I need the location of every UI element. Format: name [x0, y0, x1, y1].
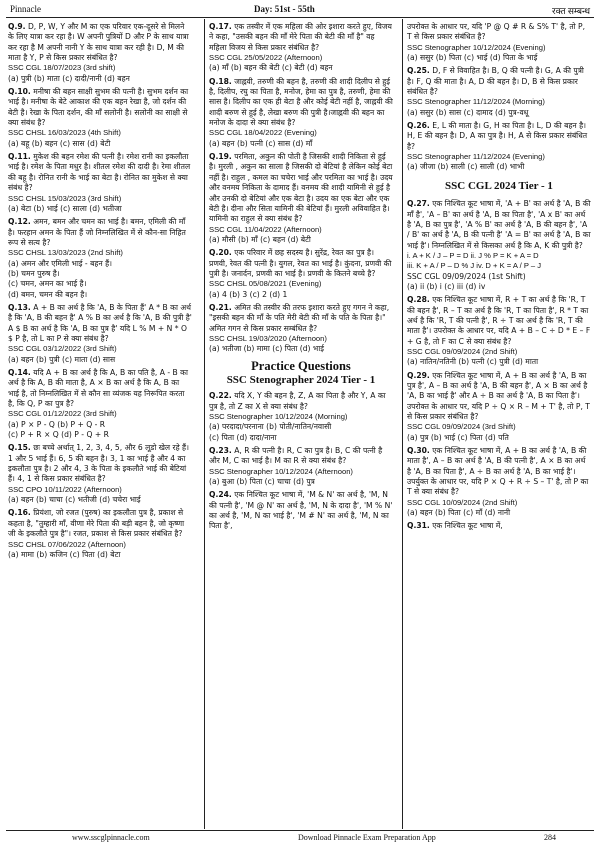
- column-divider-2: [402, 19, 403, 829]
- question-body: प्रियंशा, जो रजत (पुरुष) का इकलौता पुत्र है, प्रकाश से कहता है, "तुम्हारी माँ, वीणा मेरे पिता की बड़ी बहन है, जो कृष्णा जी के इकलौते पुत्र है"। रजत, प्रकाश से किस प्रकार संबंधित है?: [8, 508, 185, 539]
- cgl-section-heading: SSC CGL 2024 Tier - 1: [445, 179, 553, 192]
- answer-options: (a) परदादा/परनाना (b) पोती/नातिन/नवासी (c) पिता (d) दादा/नाना: [209, 422, 332, 442]
- question-number: Q.15.: [8, 443, 31, 453]
- question-text: [209, 248, 393, 279]
- question-source: SSC Stenographer 11/12/2024 (Evening): [407, 152, 545, 162]
- question-source: SSC CGL 10/09/2024 (2nd Shift): [407, 497, 518, 507]
- column-3: [407, 22, 591, 535]
- header-brand: Pinnacle: [10, 4, 41, 14]
- question-block: [209, 391, 393, 443]
- column-divider-1: [204, 19, 205, 829]
- question-number: Q.19.: [209, 152, 232, 162]
- question-body: D, F से विवाहित है। B, Q की पत्नी है। G, A की पुत्री है। F, Q की माता है। A, D की बहन है। D, B से किस प्रकार संबंधित है?: [407, 66, 584, 97]
- question-text: [209, 22, 393, 53]
- question-block: [407, 121, 591, 173]
- header-topic: रक्त सम्बन्ध: [551, 6, 590, 16]
- question-number: Q.30.: [407, 446, 430, 456]
- answer-options: (a) भतीजा (b) मामा (c) पिता (d) भाई: [209, 344, 324, 354]
- question-body: मनीषा की बहन साक्षी सुभम की पत्नी है। सुभम दर्शन का भाई है। मनीषा के बेटे आकाश की एक बहन रेखा है, जो दर्शन की बेटी है। रेखा के पिता दर्शन, की माँ सलोनी है। सलोनी का साक्षी से क्या संबंध है?: [8, 87, 189, 128]
- page-header: [6, 4, 594, 18]
- question-source: SSC CGL 11/04/2022 (Afternoon): [209, 224, 322, 234]
- question-source: SSC CHSL 19/03/2020 (Afternoon): [209, 333, 327, 343]
- answer-options: (a) पुत्र (b) भाई (c) पिता (d) पति: [407, 432, 509, 442]
- question-block: [209, 446, 393, 487]
- answer-options: (a) माँ (b) बहन की बेटी (c) बेटी (d) बहन: [209, 63, 333, 73]
- question-body: एक निश्चित कूट भाषा में,: [432, 521, 503, 531]
- question-text: [407, 66, 591, 97]
- question-body: D, P, W, Y और M का एक परिवार एक-दूसरे से मिलने के लिए यात्रा कर रहा है। W अपनी पुत्रियों D और P के साथ यात्रा कर रहा है M अपनी नानी Y के साथ यात्रा कर रही है। D, M की माता है Y, P से किस प्रकार संबंधित है?: [8, 22, 189, 63]
- page-footer: [6, 833, 594, 845]
- question-source: i. A + K / J – P = D ii. J % P = K + A = D iii. K + A / P – D % J iv. D + K = A / P – J: [407, 250, 542, 271]
- column-2: [209, 22, 393, 535]
- question-block: [209, 490, 393, 531]
- question-text: [407, 446, 591, 498]
- question-block: [8, 22, 192, 84]
- question-text: [8, 508, 192, 539]
- answer-options: (a) बहन (b) पिता (c) माँ (d) नानी: [407, 508, 511, 518]
- question-block: [407, 371, 591, 443]
- question-body: परमिता, अकुन की पोती है जिसकी शादी निकिता से हुई है। मुरली , अकुन का साला है जिसकी दो बेटियां है लेकिन कोई बेटा नहीं है। राहुल , कमल का चचेरा भाई और परमिता का भाई है। उदय और वनमय निकिता के दामाद हैं। वनमय की शादी यामिनी से हुई है और उनकी दो बेटियां और एक बेटा है। उदय का एक बेटा और एक बेटी है। दीना और सिता यामिनी की बेटियां हैं। मुरली अविवाहित है। यामिनी का राहुल से क्या संबंध है?: [209, 152, 393, 224]
- footer-app-text: Download Pinnacle Exam Preparation App: [298, 833, 436, 842]
- answer-options: (a) ससुर (b) पिता (c) भाई (d) पिता के भाई: [407, 53, 538, 63]
- question-block: [407, 295, 591, 367]
- question-number: Q.10.: [8, 87, 31, 97]
- question-text: [209, 391, 393, 412]
- question-text: [407, 295, 591, 347]
- question-body: एक निश्चित कूट भाषा में, A + B का अर्थ है 'A, B का पुत्र है', A – B का अर्थ है 'A, B की बहन है', A × B का अर्थ है 'A, B का भाई है' और A ÷ B का अर्थ है 'A, B का पिता है'। उपरोक्त के आधार पर, यदि P ÷ Q × R – M + T' है, तो P, T से किस प्रकार संबंधित है?: [407, 370, 590, 422]
- question-body: एक परिवार में छह सदस्य है। सुरेंद्र, रेवत का पुत्र है। प्रणवी, रेवत की पत्नी है। युगल, रेवत का भाई है। कुंदना, प्रणवी की पुत्री है। जनार्दन, प्रणवी का भाई है। प्रणवी के कितने बच्चे है?: [209, 248, 392, 278]
- question-block: [8, 443, 192, 505]
- question-source: SSC CHSL 07/06/2022 (Afternoon): [8, 539, 126, 549]
- answer-options: (a) बहू (b) बहन (c) सास (d) बेटी: [8, 138, 111, 148]
- answer-options: (a) बहन (b) चाचा (c) भतीजी (d) चचेरा भाई: [8, 495, 141, 505]
- question-block: [407, 446, 591, 518]
- footer-rule: [6, 830, 594, 831]
- question-number: Q.21.: [209, 302, 232, 312]
- question-text: [407, 521, 591, 531]
- header-day: Day: 51st - 55th: [254, 4, 315, 14]
- answer-options: (a) मौसी (b) माँ (c) बहन (d) बेटी: [209, 234, 311, 244]
- question-source: SSC CGL 18/04/2022 (Evening): [209, 128, 317, 138]
- question-body: छः बच्चे अर्थात् 1, 2, 3, 4, 5, और 6 लूडो खेल रहे हैं। 1 और 5 भाई हैं। 6, 5 की बहन है। 3, 1 का भाई है और 4 का इकलौता पुत्र है। 2 और 4, 3 के पिता के इकलौते भाई की बेटियां हैं। 4, 1 से किस प्रकार संबंधित है?: [8, 443, 189, 484]
- question-source: SSC Stenographer 10/12/2024 (Afternoon): [209, 466, 353, 476]
- question-body: E, L की माता है। G, H का पिता है। L, D की बहन है। H, E की बहन है। D, A का पुत्र है। H, A से किस प्रकार संबंधित है?: [407, 121, 588, 151]
- question-body: अमन, बमन और चमन का भाई है। बमन, एमिली की माँ है। फरहान अमन के पिता हैं जो निम्नलिखित में से कौन-सा निहित रूप से सत्य है?: [8, 217, 186, 247]
- question-body: एक निश्चित कूट भाषा में, 'M & N' का अर्थ है, 'M, N की पत्नी है', 'M @ N' का अर्थ है, 'M, N के दादा है', 'M % N' का अर्थ है, 'M, N का भाई है', 'M # N' का अर्थ है, 'M, N का पिता है',: [209, 490, 393, 531]
- question-source: SSC CGL 09/09/2024 (3rd Shift): [407, 422, 516, 432]
- question-body: A + B का अर्थ है कि 'A, B के पिता हैं' A * B का अर्थ है कि 'A, B की बहन है' A % B का अर्थ है कि 'A, B की पुत्री है' A $ B का अर्थ है कि 'A, B का पुत्र है' यदि L % M + N * O $ P है, तो L का P से क्या संबंध है?: [8, 302, 192, 343]
- question-text: [407, 371, 591, 423]
- question-number: Q.27.: [407, 199, 430, 209]
- answer-options: (a) ससुर (b) सास (c) दामाद (d) पुत्र-वधू: [407, 107, 529, 117]
- footer-website-link[interactable]: www.sscglpinnacle.com: [72, 833, 150, 842]
- question-block: [8, 508, 192, 560]
- question-block: [407, 22, 591, 63]
- question-body: जाह्नवी, तरुणी की बहन है, तरुणी की शादी दिलीप से हुई है, दिलीप, रघु का पिता है, मनोज, हेमा का पुत्र है, तरुणी, हेमा की सास है। दिलीप का एक ही बेटा है और कोई बेटी नहीं है, जाह्नवी की शादी बरुण से हुई है, लेखा बरुण की पुत्री है।जाह्नवी की बहन का मनोज के दादा से क्या संबंध है?: [209, 76, 393, 128]
- question-source: SSC Stenographer 10/12/2024 (Morning): [209, 412, 348, 422]
- question-number: Q.29.: [407, 370, 430, 380]
- question-number: Q.13.: [8, 302, 31, 312]
- question-text: [209, 152, 393, 224]
- answer-options: (a) 4 (b) 3 (c) 2 (d) 1: [209, 289, 288, 299]
- answer-options: (a) बहन (b) पुत्री (c) माता (d) सास: [8, 354, 116, 364]
- question-text: [209, 446, 393, 467]
- question-number: Q.28.: [407, 295, 430, 305]
- question-text: [407, 22, 591, 43]
- question-number: Q.23.: [209, 446, 232, 456]
- question-body: एक निश्चित कूट भाषा में, 'A + B' का अर्थ है 'A, B की माँ है', 'A – B' का अर्थ है 'A, B का पिता है', 'A x B' का अर्थ है 'A, B का पुत्र है', 'A % B' का अर्थ है 'A, B की बहन है', 'A / B' का अर्थ है 'A, B की पत्नी है' 'A = B' का अर्थ है 'A, B का भाई है'। निम्नलिखित में से किसका अर्थ है कि A, K की पुत्री है?: [407, 199, 591, 250]
- question-text: [8, 368, 192, 409]
- answer-options: (a) नातिन/नतिनी (b) पत्नी (c) पुत्री (d) माता: [407, 357, 539, 367]
- question-body: A, R की पत्नी है। R, C का पुत्र है। B, C की पत्नी है और M, C का भाई है। M का R से क्या संबंध है?: [209, 446, 383, 466]
- question-number: Q.18.: [209, 76, 232, 86]
- question-number: Q.25.: [407, 66, 430, 76]
- question-number: Q.12.: [8, 217, 31, 227]
- question-text: [8, 152, 192, 193]
- question-number: Q.11.: [8, 152, 31, 162]
- question-text: [407, 121, 591, 152]
- question-number: Q.17.: [209, 22, 232, 31]
- question-body: एक तस्वीर में एक महिला की ओर इशारा करते हुए, विजय ने कहा, "उसकी बहन की माँ मेरे पिता की बेटी की माँ है" वह महिला विजय से किस प्रकार संबंधित है?: [209, 22, 392, 52]
- question-text: [8, 87, 192, 128]
- question-body: अमित की तस्वीर की तरफ इशारा करते हुए गगन ने कहा, "इसकी बहन की माँ के पति मेरी बेटी की माँ के पति के पिता है।" अमित गगन से किस प्रकार सम्बंधित है?: [209, 302, 390, 333]
- question-source: SSC CHSL 05/08/2021 (Evening): [209, 279, 322, 289]
- question-source: SSC CGL 09/09/2024 (2nd Shift): [407, 346, 518, 356]
- question-source: SSC CHSL 13/03/2023 (2nd Shift): [8, 248, 123, 258]
- question-source: SSC CGL 01/12/2022 (3rd Shift): [8, 409, 117, 419]
- answer-options: (a) बहन (b) पत्नी (c) सास (d) माँ: [209, 138, 313, 148]
- question-block: [407, 521, 591, 531]
- question-text: [209, 77, 393, 129]
- question-number: Q.24.: [209, 490, 232, 500]
- question-source: SSC CPO 10/11/2022 (Afternoon): [8, 484, 122, 494]
- question-text: [407, 199, 591, 251]
- question-block: [407, 66, 591, 118]
- question-number: Q.9.: [8, 22, 26, 31]
- answer-options: (a) पुत्री (b) माता (c) दादी/नानी (d) बहन: [8, 73, 130, 83]
- question-block: [209, 22, 393, 74]
- header-rule: [6, 17, 594, 18]
- question-source: SSC CHSL 16/03/2023 (4th Shift): [8, 128, 121, 138]
- question-block: [8, 217, 192, 300]
- question-number: Q.31.: [407, 521, 430, 531]
- question-block: [8, 368, 192, 440]
- question-number: Q.26.: [407, 121, 430, 131]
- column-1: [8, 22, 192, 563]
- question-source: SSC Stenographer 10/12/2024 (Evening): [407, 42, 546, 52]
- question-block: [209, 248, 393, 300]
- question-body: यदि A + B का अर्थ है कि A, B का पति है, A - B का अर्थ है कि A, B की माता है, A × B का अर्थ है कि A, B का भाई है, तो निम्नलिखित में से कौन सा व्यंजक यह निरूपित करता है, कि Q, P का पुत्र है?: [8, 368, 188, 409]
- question-source: SSC CGL 18/07/2023 (3rd shift): [8, 63, 116, 73]
- answer-options: (a) जीजा (b) साली (c) साली (d) भाभी: [407, 162, 525, 172]
- question-source: SSC CGL 03/12/2022 (3rd Shift): [8, 344, 117, 354]
- question-number: Q.16.: [8, 508, 31, 518]
- question-block: [8, 152, 192, 214]
- page-number: 284: [544, 833, 556, 842]
- question-body: मुकेश की बहन रमेश की पत्नी है। रमेश रानी का इकलौता भाई है। रमेश के पिता मधुर है। शीतल रमेश की दादी है। रेमा शीतल की बहू है। रोनित रानी के भाई का बेटा है। रोनित का मुकेश से क्या संबंध है?: [8, 152, 191, 193]
- question-text: [8, 22, 192, 63]
- question-text: [8, 443, 192, 484]
- question-text: [209, 490, 393, 531]
- question-block: [209, 152, 393, 245]
- question-block: [8, 303, 192, 365]
- question-source: SSC Stenographer 11/12/2024 (Morning): [407, 97, 545, 107]
- question-body: एक निश्चित कूट भाषा में, R + T का अर्थ है कि 'R, T की बहन है', R – T का अर्थ है कि 'R, T का पिता है', R * T का अर्थ है कि 'R, T की पत्नी है', R ÷ T का अर्थ है कि 'R, T की माता है'। उपरोक्त के आधार पर, यदि A + B – C ÷ D * E – F + G है, तो F का C से क्या संबंध है?: [407, 295, 591, 346]
- question-block: [407, 199, 591, 292]
- question-body: एक निश्चित कूट भाषा में, A + B का अर्थ है 'A, B की माता है', A – B का अर्थ है 'A, B की पत्नी है', A × B का अर्थ है 'A, B का पिता है', A ÷ B का अर्थ है 'A, B का भाई है'। उपर्युक्त के आधार पर, यदि P × Q + R ÷ S – T' है, तो P का T से क्या संबंध है?: [407, 446, 589, 497]
- answer-options: (a) बुआ (b) पिता (c) चाचा (d) पुत्र: [209, 477, 315, 487]
- question-text: [8, 303, 192, 344]
- question-number: Q.20.: [209, 248, 232, 258]
- answer-options: (a) P × P - Q (b) P + Q - R (c) P + R × Q (d) P - Q + R: [8, 419, 109, 440]
- answer-options: (a) बेटा (b) भाई (c) साला (d) भतीजा: [8, 203, 122, 213]
- question-text: [209, 303, 393, 334]
- question-body: उपरोक्त के आधार पर, यदि 'P @ Q # R & S% T' है, तो P, T से किस प्रकार संबंधित है?: [407, 22, 586, 42]
- question-body: यदि X, Y की बहन है, Z, A का पिता है और Y, A का पुत्र है, तो Z का X से क्या संबंध है?: [209, 391, 386, 411]
- question-block: [209, 77, 393, 149]
- question-text: [8, 217, 192, 248]
- question-source: SSC CGL 25/05/2022 (Afternoon): [209, 53, 323, 63]
- answer-options: SSC CGL 09/09/2024 (1st Shift) (a) ii (b) i (c) iii (d) iv: [407, 271, 526, 291]
- answer-options: (a) मामा (b) कजिन (c) पिता (d) बेटा: [8, 549, 121, 559]
- question-block: [8, 87, 192, 149]
- question-source: SSC CHSL 15/03/2023 (3rd Shift): [8, 193, 122, 203]
- practice-questions-heading: Practice Questions: [251, 358, 351, 373]
- steno-section-heading: SSC Stenographer 2024 Tier - 1: [226, 374, 376, 386]
- question-number: Q.14.: [8, 368, 31, 377]
- question-number: Q.22.: [209, 391, 232, 401]
- question-block: [209, 303, 393, 355]
- answer-options: (a) अमन और एमिली भाई - बहन हैं। (b) चमन पुरुष है। (c) चमन, अमन का भाई है। (d) बमन, चमन की बहन है।: [8, 258, 112, 299]
